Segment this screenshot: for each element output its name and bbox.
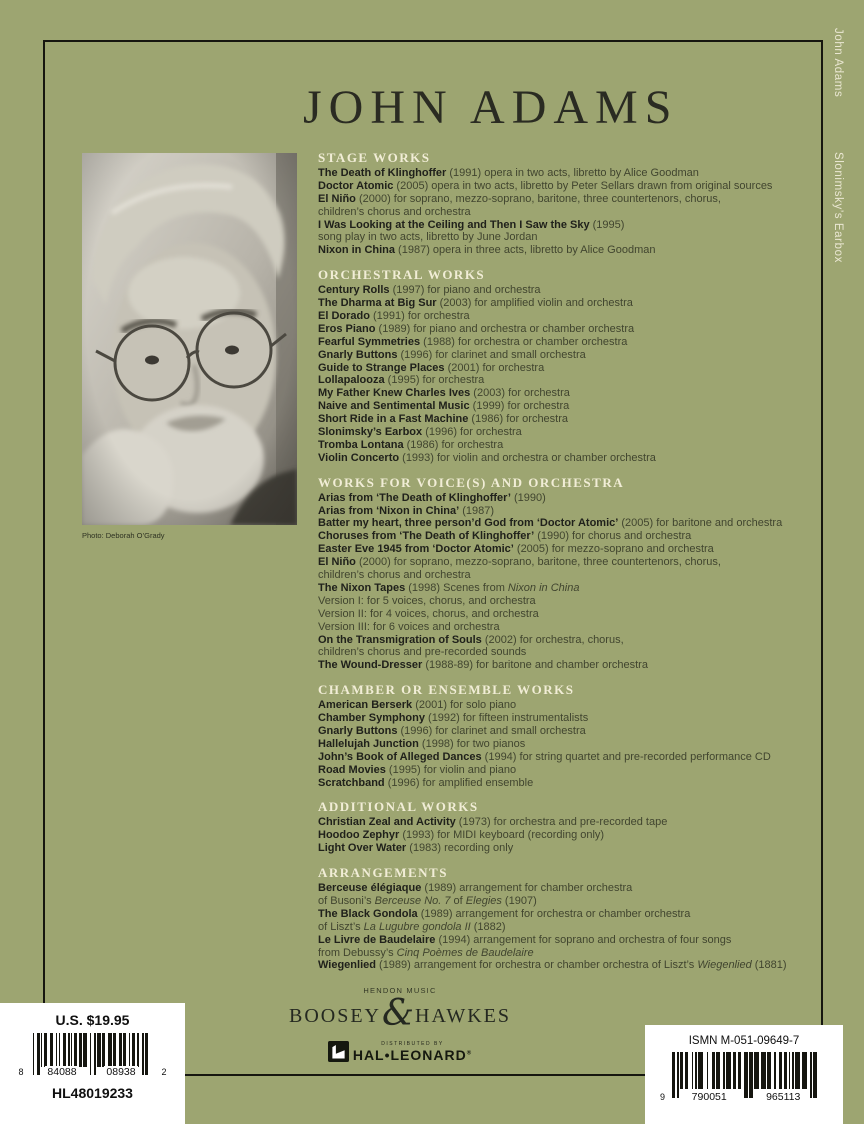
hawkes-word: HAWKES	[415, 1005, 511, 1028]
work-line: I Was Looking at the Ceiling and Then I Saw the Sky (1995)	[318, 218, 625, 231]
price-label: U.S. $19.95	[55, 1012, 130, 1028]
work-line: Hallelujah Junction (1998) for two pianos	[318, 737, 526, 750]
page-title: JOHN ADAMS	[303, 81, 679, 134]
work-line: John’s Book of Alleged Dances (1994) for string quartet and pre-recorded performance CD	[318, 750, 771, 763]
works-sections	[318, 150, 818, 982]
work-line: The Death of Klinghoffer (1991) opera in two acts, libretto by Alice Goodman	[318, 167, 699, 179]
upc-check-digit: 2	[161, 1067, 167, 1077]
section-arrangements	[318, 865, 818, 972]
work-line: El Niño (2000) for soprano, mezzo-soprano, baritone, three countertenors, chorus,	[318, 192, 721, 205]
work-line: The Nixon Tapes (1998) Scenes from Nixon in China	[318, 581, 580, 594]
work-line: Doctor Atomic (2005) opera in two acts, libretto by Peter Sellars drawn from original sources	[318, 179, 773, 192]
work-line: from Debussy’s Cinq Poèmes de Baudelaire	[318, 946, 534, 959]
work-line: Wiegenlied (1989) arrangement for orchestra or chamber orchestra of Liszt’s Wiegenlied (1881)	[318, 959, 787, 972]
work-line: Century Rolls (1997) for piano and orchestra	[318, 284, 541, 297]
work-line: of Liszt’s La Lugubre gondola II (1882)	[318, 920, 506, 933]
work-line: El Niño (2000) for soprano, mezzo-soprano, baritone, three countertenors, chorus,	[318, 556, 721, 569]
section-heading: ORCHESTRAL WORKS	[318, 267, 486, 283]
work-line: American Berserk (2001) for solo piano	[318, 699, 517, 712]
section-heading: WORKS FOR VOICE(S) AND ORCHESTRA	[318, 474, 625, 490]
work-line: children’s chorus and orchestra	[318, 569, 471, 582]
hal-leonard-logo	[280, 1041, 520, 1062]
work-line: Arias from ‘Nixon in China’ (1987)	[318, 504, 495, 517]
work-line: Road Movies (1995) for violin and piano	[318, 763, 517, 776]
work-line: Version I: for 5 voices, chorus, and orchestra	[318, 594, 536, 607]
boosey-hawkes-logo	[280, 993, 520, 1034]
registered-mark: ®	[466, 1050, 473, 1057]
section-heading: CHAMBER OR ENSEMBLE WORKS	[318, 682, 575, 698]
upc-lead-digit: 8	[18, 1067, 24, 1077]
portrait-photo	[82, 153, 297, 525]
section-heading: STAGE WORKS	[318, 150, 431, 165]
hendon-music-label: HENDON MUSIC	[363, 986, 437, 995]
work-line: Eros Piano (1989) for piano and orchestra or chamber orchestra	[318, 322, 635, 335]
work-line: Chamber Symphony (1992) for fifteen instrumentalists	[318, 712, 589, 725]
section-orchestral-works	[318, 267, 818, 464]
work-line: Tromba Lontana (1986) for orchestra	[318, 438, 504, 451]
work-line: Le Livre de Baudelaire (1994) arrangement for soprano and orchestra of four songs	[318, 933, 732, 946]
work-line: Naive and Sentimental Music (1999) for orchestra	[318, 400, 570, 413]
ean-lead-digit: 9	[660, 1092, 666, 1102]
portrait-photo-art	[82, 153, 297, 525]
work-line: Christian Zeal and Activity (1973) for orchestra and pre-recorded tape	[318, 816, 668, 829]
work-line: Batter my heart, three person’d God from ‘Doctor Atomic’ (2005) for baritone and orchestra	[318, 517, 783, 530]
section-additional-works	[318, 799, 818, 855]
upc-barcode	[17, 1033, 169, 1078]
ampersand-glyph: &	[382, 993, 415, 1034]
work-line: Slonimsky’s Earbox (1996) for orchestra	[318, 426, 522, 439]
work-line: Scratchband (1996) for amplified ensemble	[318, 776, 534, 789]
photo-credit: Photo: Deborah O’Grady	[82, 531, 165, 540]
upc-digits: 84088 08938	[47, 1066, 136, 1078]
work-line: Lollapalooza (1995) for orchestra	[318, 374, 485, 387]
work-line: My Father Knew Charles Ives (2003) for orchestra	[318, 387, 570, 400]
work-line: Short Ride in a Fast Machine (1986) for orchestra	[318, 413, 569, 426]
work-line: The Black Gondola (1989) arrangement for orchestra or chamber orchestra	[318, 907, 691, 920]
spine-title: Slonimsky’s Earbox	[832, 152, 844, 263]
work-line: Arias from ‘The Death of Klinghoffer’ (1990)	[318, 491, 546, 504]
catalog-number: HL48019233	[52, 1085, 133, 1101]
work-line: On the Transmigration of Souls (2002) for orchestra, chorus,	[318, 633, 624, 646]
boosey-word: BOOSEY	[288, 1005, 381, 1028]
work-line: Fearful Symmetries (1988) for orchestra or chamber orchestra	[318, 335, 628, 348]
publisher-block	[280, 986, 520, 1062]
section-heading: ADDITIONAL WORKS	[318, 799, 479, 815]
work-line: Berceuse élégiaque (1989) arrangement for chamber orchestra	[318, 882, 633, 895]
section-stage-works	[318, 150, 818, 257]
work-line: Gnarly Buttons (1996) for clarinet and small orchestra	[318, 724, 586, 737]
work-line: Nixon in China (1987) opera in three acts, libretto by Alice Goodman	[318, 244, 656, 257]
work-line: children’s chorus and pre-recorded sounds	[318, 646, 527, 659]
work-line: children’s chorus and orchestra	[318, 205, 471, 218]
work-line: of Busoni’s Berceuse No. 7 of Elegies (1907)	[318, 894, 537, 907]
work-line: El Dorado (1991) for orchestra	[318, 310, 470, 323]
section-chamber-or-ensemble-works	[318, 682, 818, 789]
work-line: Light Over Water (1983) recording only	[318, 842, 514, 855]
ismn-barcode-box	[645, 1025, 843, 1124]
work-line: Hoodoo Zephyr (1993) for MIDI keyboard (recording only)	[318, 829, 605, 842]
ean-barcode	[658, 1052, 830, 1103]
work-line: Version II: for 4 voices, chorus, and orchestra	[318, 607, 539, 620]
spine-artist: John Adams	[832, 28, 844, 98]
work-line: Version III: for 6 voices and orchestra	[318, 620, 500, 633]
price-barcode-box	[0, 1003, 185, 1124]
work-line: Guide to Strange Places (2001) for orchestra	[318, 361, 545, 374]
section-works-for-voice-s-and-orchestra	[318, 475, 818, 672]
work-line: The Wound-Dresser (1988-89) for baritone and chamber orchestra	[318, 659, 648, 672]
ean-digits: 790051 965113	[691, 1091, 801, 1103]
hal-leonard-logo-icon	[328, 1041, 349, 1062]
work-line: The Dharma at Big Sur (2003) for amplified violin and orchestra	[318, 297, 633, 310]
distributed-by-label: DISTRIBUTED BY	[381, 1040, 444, 1047]
work-line: Choruses from ‘The Death of Klinghoffer’ (1990) for chorus and orchestra	[318, 530, 692, 543]
work-line: Violin Concerto (1993) for violin and orchestra or chamber orchestra	[318, 451, 656, 464]
ismn-label: ISMN M-051-09649-7	[688, 1035, 800, 1047]
hal-leonard-wordmark: HAL•LEONARD®	[352, 1046, 473, 1063]
work-line: song play in two acts, libretto by June Jordan	[318, 231, 538, 244]
section-heading: ARRANGEMENTS	[318, 865, 448, 881]
work-line: Easter Eve 1945 from ‘Doctor Atomic’ (2005) for mezzo-soprano and orchestra	[318, 543, 714, 556]
work-line: Gnarly Buttons (1996) for clarinet and small orchestra	[318, 348, 586, 361]
